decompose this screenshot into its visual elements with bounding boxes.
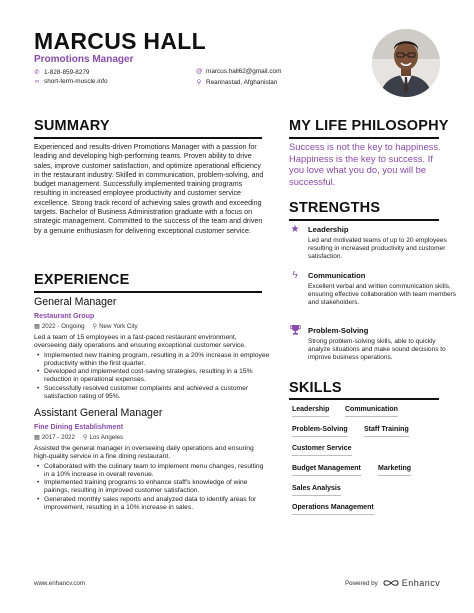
phone-text: 1-828-859-8279 <box>44 68 90 76</box>
enhancv-logo-mark <box>383 579 399 587</box>
website-contact[interactable] <box>34 78 108 85</box>
profile-photo <box>372 29 440 97</box>
job-dates: 2017 - 2022 <box>41 434 75 441</box>
skill-tag: Leadership <box>292 406 329 417</box>
skill-tag: Customer Service <box>292 445 352 456</box>
calendar-icon: ▦ <box>34 323 40 330</box>
email-contact[interactable] <box>196 68 281 75</box>
job-meta <box>34 434 270 441</box>
skill-tag: Budget Management <box>292 465 361 476</box>
skill-tag: Communication <box>345 406 398 417</box>
link-icon: ∞ <box>34 78 40 85</box>
email-text: marcus.hall62@gmail.com <box>206 68 282 75</box>
skills-divider <box>289 398 439 400</box>
skill-tag: Operations Management <box>292 504 374 515</box>
job-title: General Manager <box>34 296 117 308</box>
enhancv-logo <box>383 578 441 588</box>
strength-title: Problem-Solving <box>308 326 369 335</box>
job-dates: 2022 - Ongoing <box>41 323 85 330</box>
summary-text: Experienced and results-driven Promotions Manager with a passion for leading and developing high-performing teams. Proven ability to drive sales, improve customer satisfaction, and optimize operational efficiency in the restaurant industry. Skilled in communication, problem-solving, and budget management. Successfully implemented training programs resulting in increased employee productivity and customer service excellence. Strong track record of achieving sales growth and exceeding targets. Bachelor of Business Administration graduate with a focus on strategic management. Committed to the success of the team and driven by a genuine enthusiasm for delivering exceptional customer service. <box>34 143 264 235</box>
strength-description: Excellent verbal and written communication skills, ensuring effective collaboration with team members and stakeholders. <box>308 283 457 307</box>
powered-by-label: Powered by <box>345 579 378 587</box>
job-entry <box>34 296 270 401</box>
experience-heading: EXPERIENCE <box>34 272 130 288</box>
summary-heading: SUMMARY <box>34 118 110 134</box>
job-meta <box>34 323 270 330</box>
lightning-icon: ϟ <box>292 270 298 281</box>
job-entry <box>34 407 270 512</box>
job-bullet: • Collaborated with the culinary team to implement menu changes, resulting in a 10% increase in overall revenue. <box>34 463 270 480</box>
strength-description: Led and motivated teams of up to 20 employees resulting in increased productivity and customer satisfaction. <box>308 237 447 261</box>
job-description: Led a team of 15 employees in a fast-paced restaurant environment, overseeing daily operations and ensuring exceptional customer service. <box>34 334 246 350</box>
trophy-icon <box>289 325 301 338</box>
strengths-heading: STRENGTHS <box>289 200 381 216</box>
phone-icon: ✆ <box>34 69 40 76</box>
job-bullet: • Developed and implemented cost-saving strategies, resulting in a 15% reduction in operational expenses. <box>34 368 270 385</box>
job-bullet: • Implemented training programs to enhance staff's knowledge of wine pairings, resulting in improved customer satisfaction. <box>34 479 270 496</box>
strengths-divider <box>289 219 439 221</box>
job-achievements <box>34 352 270 402</box>
philosophy-heading: MY LIFE PHILOSOPHY <box>289 118 449 134</box>
skill-tag: Staff Training <box>364 426 409 437</box>
phone-contact[interactable] <box>34 68 89 76</box>
job-location: New York City <box>99 323 138 330</box>
job-bullet: • Generated monthly sales reports and analyzed data to identify areas for improvement, resulting in a 10% increase in sales. <box>34 496 270 513</box>
job-bullet: • Successfully resolved customer complaints and achieved a customer satisfaction rating of 95%. <box>34 385 270 402</box>
location-pin-icon: ⚲ <box>82 434 88 441</box>
at-icon: @ <box>196 68 203 75</box>
strength-title: Communication <box>308 271 366 280</box>
candidate-name: MARCUS HALL <box>34 28 206 54</box>
location-pin-icon: ⚲ <box>196 79 202 86</box>
job-company: Fine Dining Establishment <box>34 423 124 431</box>
strength-title: Leadership <box>308 225 349 234</box>
skill-tag: Marketing <box>378 465 411 476</box>
summary-divider <box>34 137 262 139</box>
website-text: short-term-muscle.info <box>44 78 108 85</box>
location-text: Reannastad, Afghanistan <box>206 78 278 86</box>
strength-description: Strong problem-solving skills, able to quickly analyze situations and make sound decisions to improve business operations. <box>308 338 446 362</box>
experience-divider <box>34 291 262 293</box>
philosophy-divider <box>289 137 439 139</box>
skill-tag: Problem-Solving <box>292 426 348 437</box>
skills-heading: SKILLS <box>289 380 342 396</box>
location-pin-icon: ⚲ <box>92 323 98 330</box>
star-icon: ★ <box>290 224 300 235</box>
philosophy-quote: Success is not the key to happiness. Happiness is the key to success. If you love what you do, you will be successful. <box>289 141 441 187</box>
job-description: Assisted the general manager in overseeing daily operations and ensuring high-quality service in a fine dining restaurant. <box>34 445 254 461</box>
footer-branding[interactable] <box>345 578 440 588</box>
job-achievements <box>34 463 270 513</box>
brand-name: Enhancv <box>401 578 441 588</box>
footer-website[interactable]: www.enhancv.com <box>34 580 86 587</box>
candidate-role: Promotions Manager <box>34 54 134 65</box>
job-title: Assistant General Manager <box>34 407 163 419</box>
job-bullet: • Implemented new training program, resulting in a 20% increase in employee productivity within the first quarter. <box>34 352 270 369</box>
skill-tag: Sales Analysis <box>292 485 341 496</box>
job-company: Restaurant Group <box>34 312 95 320</box>
job-location: Los Angeles <box>89 434 124 441</box>
location-contact <box>196 78 277 86</box>
calendar-icon: ▦ <box>34 434 40 441</box>
